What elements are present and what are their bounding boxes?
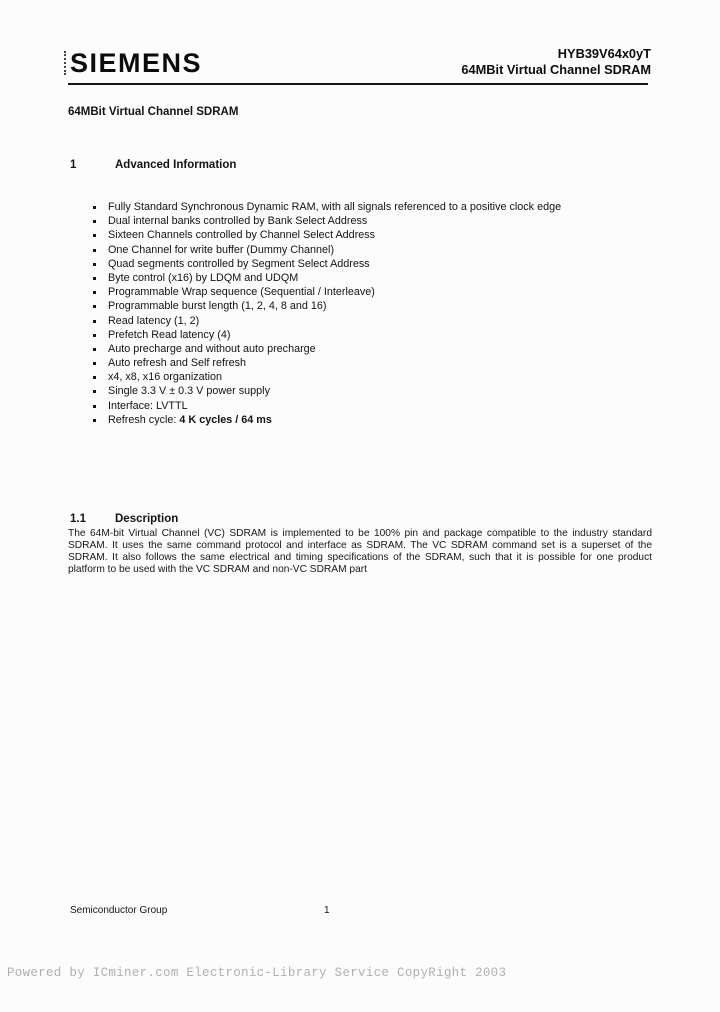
- feature-bullet-text: Prefetch Read latency (4): [108, 328, 231, 341]
- feature-bullet-text: One Channel for write buffer (Dummy Channel): [108, 243, 335, 256]
- feature-bullet-text: Auto precharge and without auto precharge: [108, 342, 316, 355]
- part-number: HYB39V64x0yT: [557, 46, 651, 61]
- feature-bullet-text: x4, x8, x16 organization: [108, 371, 223, 384]
- section-number: 1.1: [70, 513, 86, 525]
- feature-bullet-text: Quad segments controlled by Segment Select Address: [108, 257, 370, 270]
- feature-bullet: [92, 228, 637, 242]
- feature-bullet: [92, 299, 637, 313]
- feature-bullet-text: Single 3.3 V ± 0.3 V power supply: [108, 385, 270, 398]
- feature-bullet-text: Fully Standard Synchronous Dynamic RAM, with all signals referenced to a positive clock edge: [108, 201, 562, 213]
- feature-bullet: [92, 342, 637, 356]
- feature-bullet-text: Read latency (1, 2): [108, 314, 200, 327]
- feature-bullet: [92, 257, 637, 271]
- feature-bullet: [92, 399, 637, 413]
- section-heading-description: [70, 513, 178, 525]
- header-divider: [68, 83, 648, 85]
- section-title: Description: [115, 513, 179, 525]
- feature-bullet: [92, 271, 637, 285]
- section-heading-advanced-information: [70, 159, 236, 171]
- document-subtitle: 64MBit Virtual Channel SDRAM: [68, 106, 239, 118]
- feature-bullet: [92, 328, 637, 342]
- feature-bullet: [92, 214, 637, 228]
- feature-bullet: [92, 200, 637, 214]
- feature-bullet-text: Interface: LVTTL: [108, 399, 188, 412]
- footer-group-label: Semiconductor Group: [70, 905, 168, 916]
- section-number: 1: [70, 159, 77, 171]
- document-header: [461, 46, 651, 77]
- feature-bullet: [92, 413, 637, 427]
- feature-bullet: [92, 384, 637, 398]
- feature-bullet-text: Auto refresh and Self refresh: [108, 357, 247, 370]
- section-title: Advanced Information: [115, 159, 237, 171]
- description-paragraph: The 64M-bit Virtual Channel (VC) SDRAM is implemented to be 100% pin and package compatible to the industry standard SDRAM. It uses the same command protocol and interface as SDRAM. The VC SDRAM command set is a superset of the SDRAM. It also follows the same electrical and timing specifications of the SDRAM, such that it is possible for one product platform to be used with the VC SDRAM and non-VC SDRAM part: [68, 528, 652, 575]
- feature-bullet-text: Dual internal banks controlled by Bank Select Address: [108, 215, 368, 228]
- feature-bullet: [92, 285, 637, 299]
- feature-bullet: [92, 370, 637, 384]
- feature-bullet: [92, 314, 637, 328]
- feature-list: [92, 200, 637, 427]
- feature-bullet: [92, 356, 637, 370]
- page-number: 1: [324, 905, 330, 916]
- siemens-logo: SIEMENS: [64, 51, 202, 75]
- library-watermark: Powered by ICminer.com Electronic-Library Service CopyRight 2003: [7, 966, 507, 980]
- feature-bullet-text: Programmable burst length (1, 2, 4, 8 and 16): [108, 300, 327, 313]
- feature-bullet-text: Programmable Wrap sequence (Sequential / Interleave): [108, 286, 375, 299]
- feature-bullet-bold-text: 4 K cycles / 64 ms: [179, 413, 272, 426]
- feature-bullet-text: Byte control (x16) by LDQM and UDQM: [108, 271, 299, 284]
- feature-bullet: [92, 243, 637, 257]
- feature-bullet-text: Refresh cycle:: [108, 413, 180, 426]
- product-name: 64MBit Virtual Channel SDRAM: [461, 61, 651, 77]
- feature-bullet-text: Sixteen Channels controlled by Channel Select Address: [108, 229, 376, 242]
